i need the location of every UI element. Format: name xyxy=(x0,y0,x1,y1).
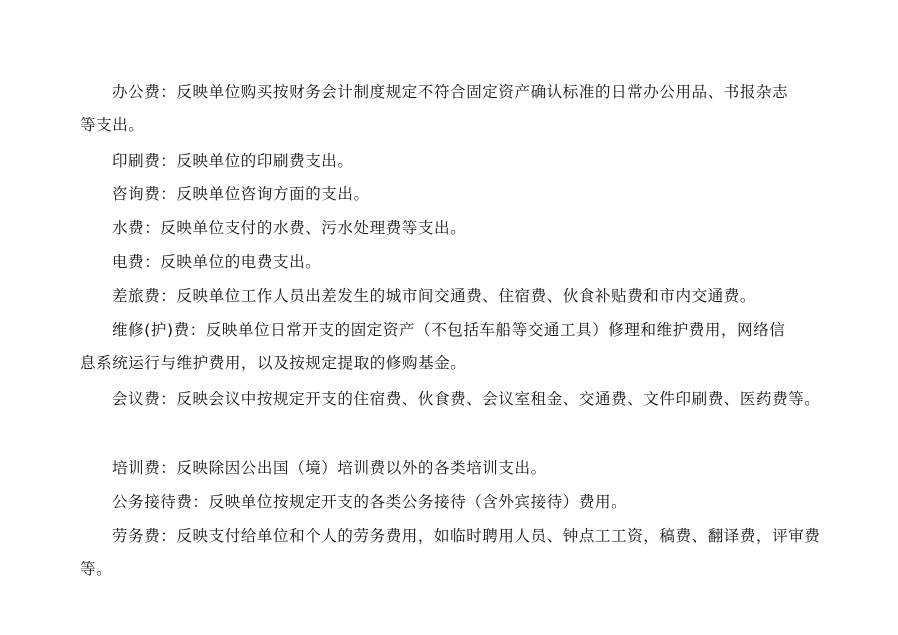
paragraph-training-expenses: 培训费：反映除因公出国（境）培训费以外的各类培训支出。 xyxy=(112,458,547,477)
paragraph-labor-expenses: 劳务费：反映支付给单位和个人的劳务费用，如临时聘用人员、钟点工工资，稿费、翻译费，评审费等。 xyxy=(80,526,821,578)
paragraph-reception-expenses: 公务接待费：反映单位按规定开支的各类公务接待（含外宾接待）费用。 xyxy=(112,492,628,511)
paragraph-consulting-expenses: 咨询费：反映单位咨询方面的支出。 xyxy=(112,184,370,203)
paragraph-meeting-expenses: 会议费：反映会议中按规定开支的住宿费、伙食费、会议室租金、交通费、文件印刷费、医药费等。 xyxy=(112,389,821,408)
paragraph-office-expenses: 办公费：反映单位购买按财务会计制度规定不符合固定资产确认标准的日常办公用品、书报杂志 等支出。 xyxy=(80,82,821,134)
paragraph-water-expenses: 水费：反映单位支付的水费、污水处理费等支出。 xyxy=(112,218,467,237)
paragraph-electricity-expenses: 电费：反映单位的电费支出。 xyxy=(112,252,322,271)
paragraph-maintenance-expenses: 维修(护)费：反映单位日常开支的固定资产（不包括车船等交通工具）修理和维护费用，网络信 息系统运行与维护费用，以及按规定提取的修购基金。 xyxy=(80,320,818,372)
paragraph-travel-expenses: 差旅费：反映单位工作人员出差发生的城市间交通费、住宿费、伙食补贴费和市内交通费。 xyxy=(112,286,757,305)
paragraph-printing-expenses: 印刷费：反映单位的印刷费支出。 xyxy=(112,151,354,170)
